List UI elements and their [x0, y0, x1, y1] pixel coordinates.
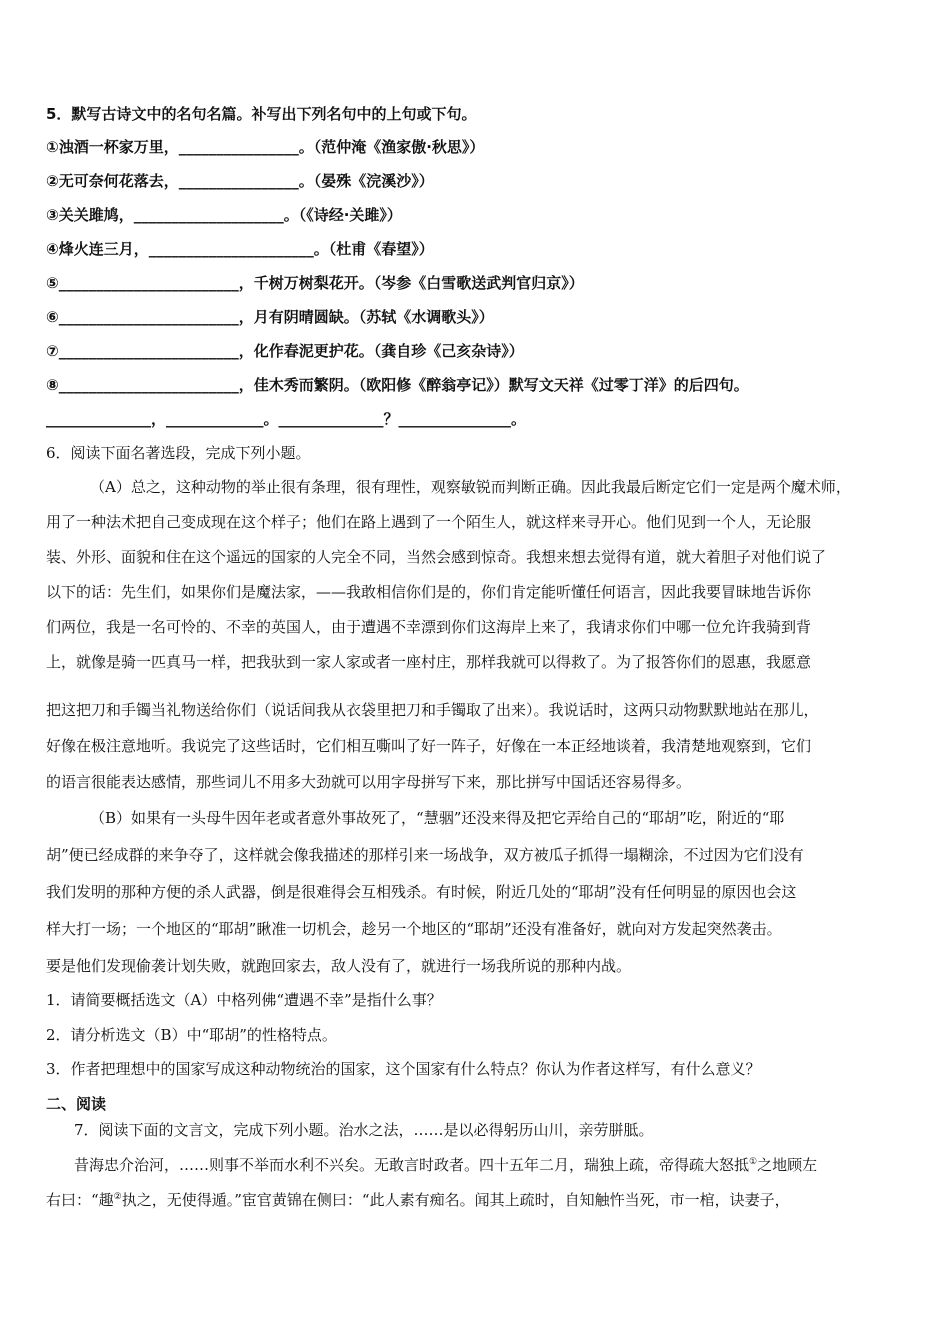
classical-text-segment: 右曰：“趣: [46, 1191, 114, 1209]
q6-subquestion-2: 2．请分析选文（B）中“耶胡”的性格特点。: [46, 1026, 337, 1044]
q5-line-1: ①浊酒一杯家万里，________________。（范仲淹《渔家傲·秋思》）: [46, 138, 485, 156]
footnote-marker: ①: [749, 1157, 758, 1167]
q5-line-2: ②无可奈何花落去，________________。（晏殊《浣溪沙》）: [46, 172, 434, 190]
passage-b-line: 样大打一场；一个地区的“耶胡”瞅准一切机会，趁另一个地区的“耶胡”还没有准备好，就向对方发起突然袭击。: [46, 920, 782, 938]
passage-a-line: 的语言很能表达感情，那些词儿不用多大劲就可以用字母拼写下来，那比拼写中国话还容易得多。: [46, 773, 692, 791]
q6-title: 6．阅读下面名著选段，完成下列小题。: [46, 444, 311, 462]
q5-line-8: ⑧________________________，佳木秀而繁阴。（欧阳修《醉翁亭记》）默写文天祥《过零丁洋》的后四句。: [46, 376, 749, 394]
q5-line-7: ⑦________________________，化作春泥更护花。（龚自珍《己亥杂诗》）: [46, 342, 524, 360]
q5-line-4: ④烽火连三月，______________________。（杜甫《春望》）: [46, 240, 434, 258]
passage-a-line: 们两位，我是一名可怜的、不幸的英国人，由于遭遇不幸漂到你们这海岸上来了，我请求你们中哪一位允许我骑到背: [46, 618, 812, 636]
classical-text-segment: 执之，无使得遁。”宦官黄锦在侧曰：“此人素有痴名。闻其上疏时，自知触忤当死，市一棺，诀妻子，: [121, 1191, 790, 1209]
passage-a-line: 用了一种法术把自己变成现在这个样子；他们在路上遇到了一个陌生人，就这样来寻开心。他们见到一个人，无论服: [46, 513, 812, 531]
q5-line-9: ______________，_____________。______________？_______________。: [46, 410, 527, 428]
classical-text-segment: 之地顾左: [757, 1156, 818, 1174]
q5-line-5: ⑤________________________，千树万树梨花开。（岑参《白雪歌送武判官归京》）: [46, 274, 584, 292]
section-heading: 二、阅读: [46, 1095, 107, 1113]
passage-a-line: 把这把刀和手镯当礼物送给你们（说话间我从衣袋里把刀和手镯取了出来）。我说话时，这两只动物默默地站在那儿，: [46, 701, 819, 719]
passage-b-line: 胡”便已经成群的来争夺了，这样就会像我描述的那样引来一场战争，双方被瓜子抓得一塌糊涂，不过因为它们没有: [46, 846, 804, 864]
passage-b-line: 要是他们发现偷袭计划失败，就跑回家去，敌人没有了，就进行一场我所说的那种内战。: [46, 957, 632, 975]
q6-subquestion-3: 3．作者把理想中的国家写成这种动物统治的国家，这个国家有什么特点？你认为作者这样写，有什么意义？: [46, 1060, 761, 1078]
q5-line-3: ③关关雎鸠，____________________。（《诗经·关雎》）: [46, 206, 402, 224]
passage-a-line: 上，就像是骑一匹真马一样，把我驮到一家人家或者一座村庄，那样我就可以得救了。为了报答你们的恩惠，我愿意: [46, 653, 812, 671]
classical-text-line: [74, 1152, 910, 1175]
footnote-marker: ②: [113, 1192, 122, 1202]
q6-subquestion-1: 1．请简要概括选文（A）中格列佛“遭遇不幸”是指什么事？: [46, 991, 442, 1009]
classical-text-line: [46, 1187, 910, 1210]
q7-title: 7．阅读下面的文言文，完成下列小题。治水之法，……是以必得躬历山川，亲劳胼胝。: [74, 1121, 654, 1139]
passage-a-line: （A）总之，这种动物的举止很有条理，很有理性，观察敏锐而判断正确。因此我最后断定它们一定是两个魔术师，: [90, 478, 851, 496]
passage-a-line: 装、外形、面貌和住在这个遥远的国家的人完全不同，当然会感到惊奇。我想来想去觉得有道，就大着胆子对他们说了: [46, 548, 827, 566]
q5-title: 5．默写古诗文中的名句名篇。补写出下列名句中的上句或下句。: [46, 105, 477, 123]
passage-b-line: （B）如果有一头母牛因年老或者意外事故死了，“慧骃”还没来得及把它弄给自己的“耶胡”吃，附近的“耶: [90, 809, 785, 827]
passage-b-line: 我们发明的那种方便的杀人武器，倒是很难得会互相残杀。有时候，附近几处的“耶胡”没有任何明显的原因也会这: [46, 883, 797, 901]
passage-a-line: 以下的话：先生们，如果你们是魔法家，——我敢相信你们是的，你们肯定能听懂任何语言，因此我要冒昧地告诉你: [46, 583, 812, 601]
classical-text-segment: 昔海忠介治河，……则事不举而水利不兴矣。无敢言时政者。四十五年二月，瑞独上疏，帝得疏大怒抵: [74, 1156, 750, 1174]
passage-a-line: 好像在极注意地听。我说完了这些话时，它们相互嘶叫了好一阵子，好像在一本正经地谈着，我清楚地观察到，它们: [46, 737, 812, 755]
q5-line-6: ⑥________________________，月有阴晴圆缺。（苏轼《水调歌头》）: [46, 308, 494, 326]
